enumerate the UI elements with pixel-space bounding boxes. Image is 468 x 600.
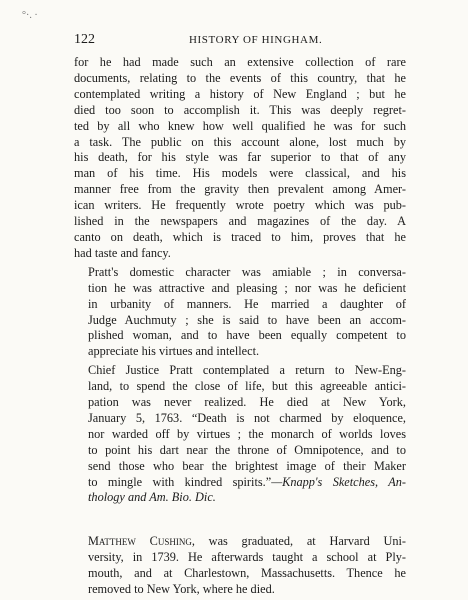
text-line: ican writers. He frequently wrote poetry which was pub- [74,198,406,213]
text-line: January 5, 1763. “Death is not charmed by eloquence, [88,410,406,425]
text-line: land, to spend the close of life, but this agreeable antici- [88,379,406,394]
page-number: 122 [74,32,95,47]
citation: —Knapp's Sketches, An- [271,474,406,489]
text-line: ted by all who knew how well qualified he was for such [74,118,406,133]
text-line: to point his dart near the throne of Omnipotence, and to [88,442,406,457]
text-line: lished in the newspapers and magazines of the day. A [74,214,406,229]
text-line: a task. The public on this account alone, lost much by [74,134,406,149]
text-line: appreciate his virtues and intellect. [88,344,260,359]
text-line: Judge Auchmuty ; she is said to have been an accom- [88,312,406,327]
text-line: Chief Justice Pratt contemplated a return to New-Eng- [88,363,406,378]
first-line-rest: , was graduated, at Harvard Uni- [191,534,407,549]
paragraph-continuation [74,55,406,262]
paragraph-domestic-character [74,265,406,360]
text-line: mouth, and at Charlestown, Massachusetts. Thence he [88,566,406,581]
text-line: nor warded off by virtues ; the monarch of worlds loves [88,426,406,441]
text-line: Pratt's domestic character was amiable ; in conversa- [88,264,406,279]
citation-continued: thology and Am. Bio. Dic. [88,490,216,505]
text-line: in urbanity of manners. He married a daughter of [88,296,406,311]
text-line: pation was never realized. He died at New York, [88,395,406,410]
text-line: manner free from the gravity then prevalent among Amer- [74,182,406,197]
text-line: removed to New York, where he died. [88,582,275,597]
text-line: plished woman, and to have been equally competent to [88,328,406,343]
running-head: HISTORY OF HINGHAM. [189,34,323,46]
text-line: tion he was attractive and pleasing ; nor was he deficient [88,280,406,295]
text-line [74,475,406,491]
text-line: for he had made such an extensive collection of rare [74,55,406,69]
quote-end: to mingle with kindred spirits.” [88,474,272,489]
page-header [74,32,404,52]
text-line: contemplated writing a history of New England ; but he [74,86,406,101]
text-line: had taste and fancy. [74,245,171,260]
text-line: man of his time. His models were classical, and his [74,166,406,181]
page-body [74,55,406,598]
text-line: died too soon to accomplish it. This was deeply regret- [74,102,406,117]
text-line [74,534,406,550]
paragraph-death [74,363,406,506]
page-corner-mark: °·. · [22,10,38,21]
person-name: Matthew Cushing [88,534,192,549]
text-line: canto on death, which is traced to him, proves that he [74,229,406,244]
text-line: versity, in 1739. He afterwards taught a school at Ply- [88,550,406,565]
text-line: documents, relating to the events of this country, that he [74,70,406,85]
text-line: his death, for his style was far superior to that of any [74,150,406,165]
text-line: send those who bear the brightest image of their Maker [88,458,406,473]
paragraph-matthew-cushing [74,534,406,598]
